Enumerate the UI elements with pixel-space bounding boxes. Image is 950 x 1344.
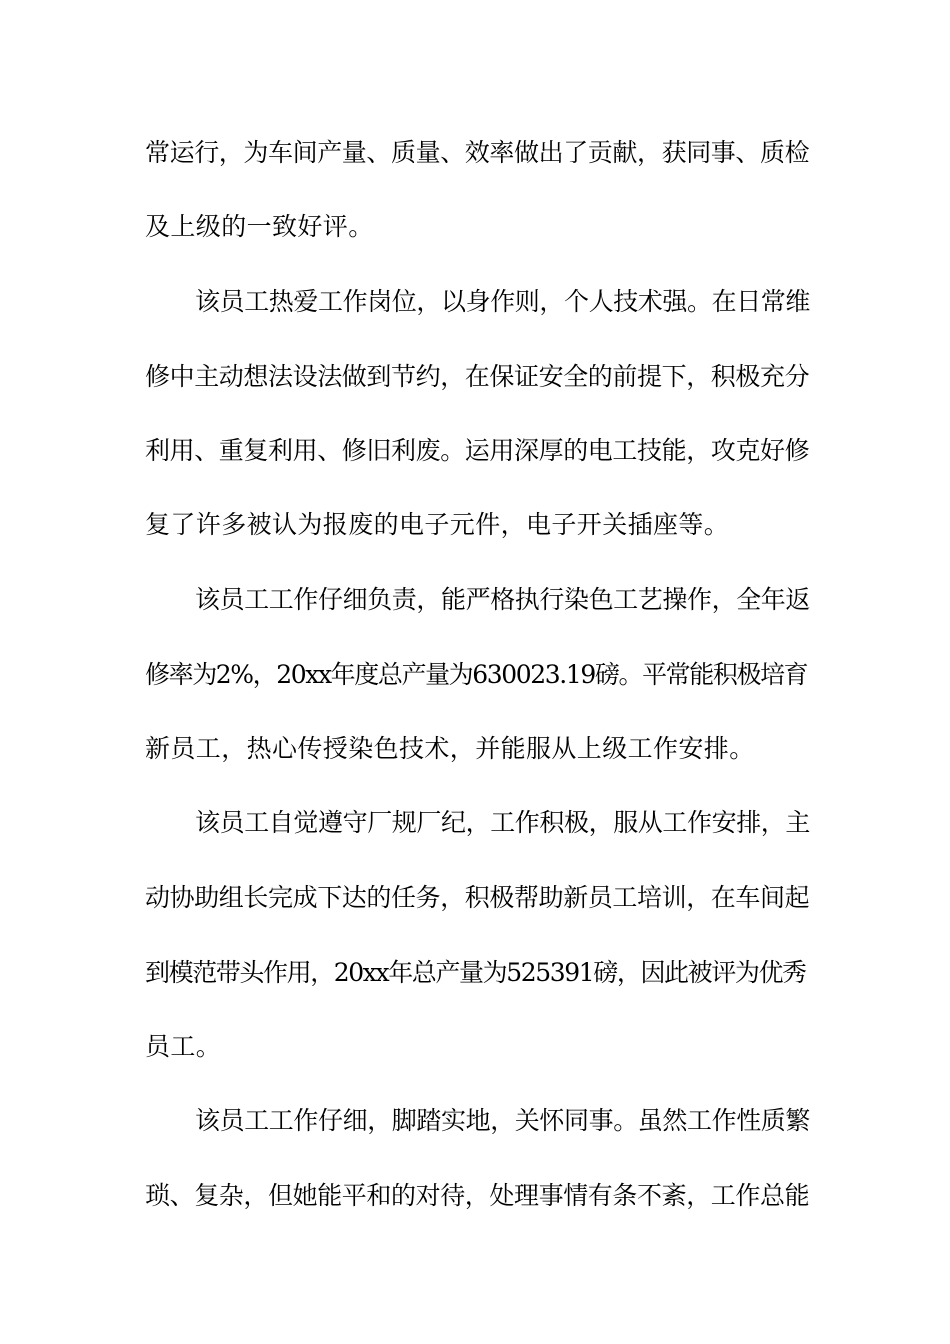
text-line: 复了许多被认为报废的电子元件，电子开关插座等。 <box>145 510 730 539</box>
text-line: 员工。 <box>145 1032 222 1061</box>
text-line: 动协助组长完成下达的任务，积极帮助新员工培训，在车间起 <box>145 883 810 912</box>
paragraph-first-line: 该员工工作仔细负责，能严格执行染色工艺操作，全年返 <box>195 585 811 614</box>
text-line: 修率为2%，20xx年度总产量为630023.19磅。平常能积极培育 <box>145 660 808 689</box>
text-line: 琐、复杂，但她能平和的对待，处理事情有条不紊，工作总能 <box>145 1181 810 1210</box>
paragraph-first-line: 该员工热爱工作岗位，以身作则，个人技术强。在日常维 <box>195 287 811 316</box>
text-line: 及上级的一致好评。 <box>145 212 374 241</box>
text-line: 利用、重复利用、修旧利废。运用深厚的电工技能，攻克好修 <box>145 436 810 465</box>
text-line: 到模范带头作用，20xx年总产量为525391磅，因此被评为优秀 <box>145 958 806 987</box>
text-line: 新员工，热心传授染色技术，并能服从上级工作安排。 <box>145 734 755 763</box>
paragraph-first-line: 该员工工作仔细，脚踏实地，关怀同事。虽然工作性质繁 <box>195 1106 811 1135</box>
text-line: 常运行，为车间产量、质量、效率做出了贡献，获同事、质检 <box>145 138 810 167</box>
paragraph-first-line: 该员工自觉遵守厂规厂纪，工作积极，服从工作安排，主 <box>195 808 811 837</box>
text-line: 修中主动想法设法做到节约，在保证安全的前提下，积极充分 <box>145 362 810 391</box>
